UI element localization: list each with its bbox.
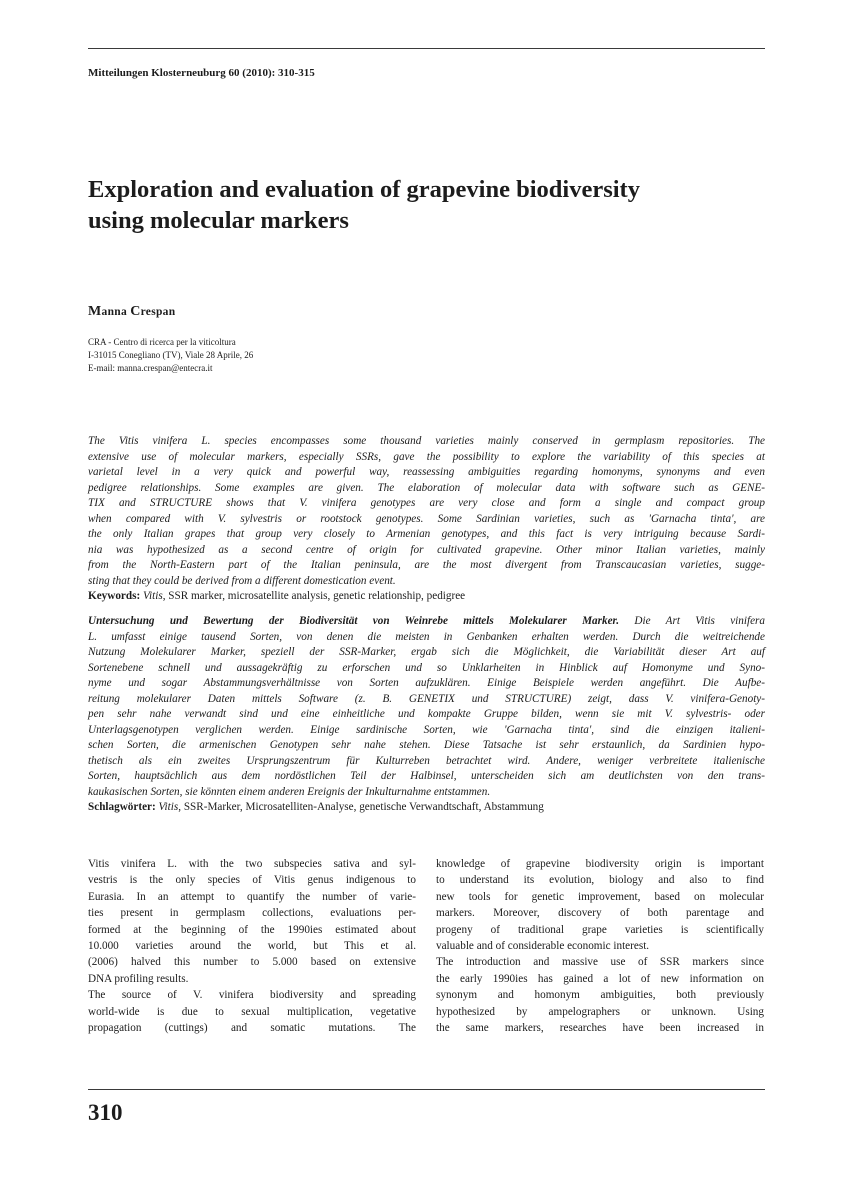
keywords-line [88,800,765,816]
affiliation-line: I-31015 Conegliano (TV), Viale 28 Aprile, 26 [88,350,254,360]
keywords-genus: Vitis [158,801,179,813]
abstract-line: nyme und sogar Abstammungsverhältnisse von Sorten aufzuklären. Einige Beispiele werden angeführt. Die Aufbe- [88,677,765,689]
body-line: DNA profiling results. [88,972,189,985]
page-number: 310 [88,1100,123,1125]
paper-title [88,174,768,236]
body-line: valuable and of considerable economic interest. [436,940,650,953]
body-line: 10.000 varieties around the world, but This et al. [88,940,416,953]
body-line: (2006) halved this number to 5.000 based on extensive [88,956,416,969]
abstract-line: pedigree relationships. Some examples are given. The elaboration of molecular data with software such as GENE- [88,481,765,494]
abstract-line: Sorten, hauptsächlich aus dem nordöstlichen Teil der Halbinsel, unterscheiden sich am deutlichsten von den trans- [88,770,765,782]
author-name-part: respan [140,306,176,318]
abstract-line: varietal level in a very quick and powerful way, reassessing ambiguities regarding homonyms, synonyms and even [88,466,765,478]
body-line: markers. Moreover, discovery of both parentage and [436,907,764,920]
title-line: Exploration and evaluation of grapevine biodiversity [88,176,640,203]
journal-citation: Mitteilungen Klosterneuburg 60 (2010): 310-315 [88,67,315,79]
body-line: The source of V. vinifera biodiversity and spreading [88,989,416,1002]
body-line: vestris is the only species of Vitis genus indigenous to [88,874,416,887]
abstract-line: Unterlagsgenotypen verglichen werden. Einige sardinische Sorten, wie 'Garnacha tinta', sind die einzigen italieni- [88,723,765,736]
body-line: The introduction and massive use of SSR markers since [436,956,764,969]
abstract-line: schen Sorten, die armenischen Genotypen sehr nahe stehen. Diese Tatsache ist sehr erstaunlich, da Sardinien hypo- [88,739,765,751]
body-column-right [436,856,764,1036]
body-line: the early 1990ies has gained a lot of new information on [436,972,764,985]
body-line: propagation (cuttings) and somatic mutations. The [88,1022,416,1035]
body-line: hypothesized by ampelographers or unknown. Using [436,1005,764,1018]
body-line: the same markers, researches have been increased in [436,1022,764,1035]
abstract-line: The Vitis vinifera L. species encompasses some thousand varieties mainly conserved in germplasm repositories. The [88,435,765,447]
affiliation-line: CRA - Centro di ricerca per la viticoltura [88,337,236,347]
affiliation-email: E-mail: manna.crespan@entecra.it [88,363,213,373]
keywords-line [88,589,765,605]
body-line: Eurasia. In an attempt to quantify the number of varie- [88,890,416,903]
abstract-line: L. umfasst einige tausend Sorten, von denen die meisten in Genbanken erhalten werden. Durch die weitreichende [88,630,765,643]
abstract-german [88,614,765,816]
body-line: world-wide is due to sexual multiplication, vegetative [88,1005,416,1018]
author-name [88,304,175,320]
abstract-line: reitung molekularer Daten mittels Software (z. B. GENETIX und STRUCTURE) zeigt, dass V. vinifera-Genoty- [88,692,765,705]
abstract-english [88,434,765,605]
body-line: to understand its evolution, biology and also to find [436,874,764,887]
header-rule [88,48,765,49]
keywords-label: Schlagwörter: [88,801,156,813]
body-line: ties present in germplasm collections, evaluations per- [88,907,416,920]
author-name-part: anna [101,306,131,318]
abstract-line: pen sehr nahe verwandt sind und eine einheitliche und kompakte Gruppe bilden, wenn sie mit V. sylvestris- oder [88,708,765,720]
body-line: Vitis vinifera L. with the two subspecies sativa and syl- [88,858,416,870]
german-title: Untersuchung und Bewertung der Biodiversität von Weinrebe mittels Molekularer Marker. [88,615,620,627]
title-line: using molecular markers [88,207,349,234]
abstract-line: kaukasischen Sorten, sie könnten einem anderen Ereignis der Inkulturnahme entstammen. [88,785,491,798]
body-column-left [88,856,416,1036]
keywords-genus: Vitis [143,590,163,602]
body-line: new tools for genetic improvement, based on molecular [436,890,764,903]
keywords-list: , SSR-Marker, Microsatelliten-Analyse, genetische Verwandtschaft, Abstammung [178,801,544,813]
keywords-list: , SSR marker, microsatellite analysis, genetic relationship, pedigree [162,590,466,602]
author-initial: C [130,304,141,319]
abstract-line: TIX and STRUCTURE shows that V. vinifera genotypes are very close and form a single and compact group [88,497,765,509]
author-initial: M [88,304,102,319]
abstract-line: extensive use of molecular markers, especially SSRs, gave the possibility to explore the variability of this species at [88,450,765,463]
abstract-line: thetisch als ein zweites Ursprungszentrum für Kulturreben betrachtet wird. Andere, weniger verbreitete italienische [88,754,765,767]
keywords-label: Keywords: [88,590,141,602]
abstract-line-rest: Die Art Vitis vinifera [619,615,765,627]
body-line: synonym and homonym ambiguities, both previously [436,989,764,1002]
author-affiliation [88,336,253,375]
abstract-line: nia was hypothesized as a second centre of origin for cultivated grapevine. Other minor Italian varieties, mainly [88,543,765,556]
abstract-line [88,614,765,630]
body-line: formed at the beginning of the 1990ies estimated about [88,923,416,936]
abstract-line: from the North-Eastern part of the Italian peninsula, are the most divergent from Transcaucasian varieties, sugge- [88,559,765,571]
body-line: progeny of traditional grape varieties is scientifically [436,923,764,936]
abstract-line: sting that they could be derived from a different domestication event. [88,574,396,587]
abstract-line: the only Italian grapes that group very closely to Armenian genotypes, and this fact is very intriguing because Sardi- [88,528,765,540]
abstract-line: when compared with V. sylvestris or rootstock genotypes. Some Sardinian varieties, such as 'Garnacha tinta', are [88,512,765,525]
footer-rule [88,1089,765,1090]
abstract-line: Sortenebene schnell und aussagekräftig zu erforschen und so Unklarheiten in Hinblick auf Homonyme und Syno- [88,661,765,674]
abstract-line: Nutzung Molekularer Marker, speziell der SSR-Marker, ergab sich die Möglichkeit, die Variabilität dieser Art auf [88,646,765,658]
body-line: knowledge of grapevine biodiversity origin is important [436,858,764,870]
